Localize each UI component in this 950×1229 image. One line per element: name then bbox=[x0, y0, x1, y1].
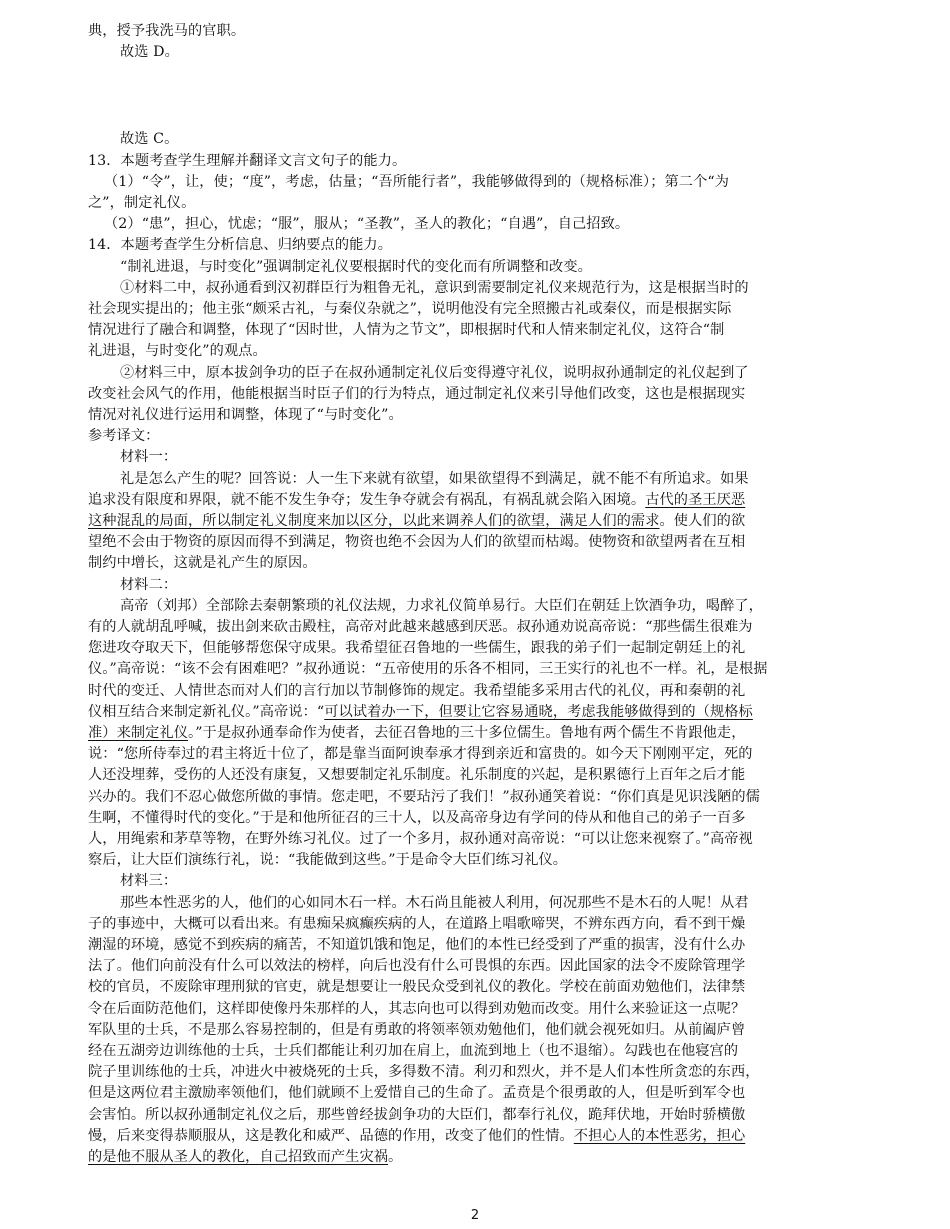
text-line: 会害怕。所以叔孙通制定礼仪之后，那些曾经拔剑争功的大臣们，都奉行礼仪，跪拜伏地，开始时骄横傲 bbox=[88, 1107, 746, 1123]
text-line: 制约中增长，这就是礼产生的原因。 bbox=[88, 555, 317, 571]
text-line bbox=[88, 491, 868, 510]
section-heading: 参考译文： bbox=[88, 428, 160, 444]
text-line: 仪。”高帝说：“该不会有困难吧？”叔孙通说：“五帝使用的乐各不相同，三王实行的礼也不一样。礼，是根据 bbox=[88, 661, 768, 677]
text-span: 。 bbox=[388, 1149, 403, 1165]
section-heading: 材料三： bbox=[120, 873, 178, 889]
text-line: 人还没埋葬，受伤的人还没有康复，又想要制定礼乐制度。礼乐制度的兴起，是积累德行上百年之后才能 bbox=[88, 767, 746, 783]
answer-line: 故选 C。 bbox=[120, 131, 179, 147]
text-line: 您进攻夺取天下，但能够帮您保守成果。我希望征召鲁地的一些儒生，跟我的弟子们一起制定朝廷上的礼 bbox=[88, 640, 746, 656]
text-line: 校的官员，不废除审理刑狱的官吏，就是想要让一般民众受到礼仪的教化。学校在前面劝勉他们，法律禁 bbox=[88, 979, 746, 995]
text-line bbox=[88, 1148, 868, 1167]
underlined-span: 这种混乱的局面，所以制定礼义制度来加以区分，以此来调养人们的欲望，满足人们的需求 bbox=[88, 513, 660, 529]
text-line: 生啊，不懂得时代的变化。”于是和他所征召的三十人，以及高帝身边有学问的侍从和他自己的弟子一百多 bbox=[88, 810, 746, 826]
text-line: 典，授予我洗马的官职。 bbox=[88, 23, 246, 39]
text-line: （1）“令”，让，使；“度”，考虑，估量；“吾所能行者”，我能够做得到的（规格标准）；第二个“为 bbox=[104, 174, 730, 190]
underlined-span: 准）来制定礼仪 bbox=[88, 725, 189, 741]
text-line bbox=[88, 512, 868, 531]
text-line: 经在五湖旁边训练他的士兵，士兵们都能让利刃加在肩上，血流到地上（也不退缩）。勾践也在他寝宫的 bbox=[88, 1043, 739, 1059]
text-line: 社会现实提出的；他主张“颇采古礼，与秦仪杂就之”，说明他没有完全照搬古礼或秦仪，而是根据实际 bbox=[88, 301, 732, 317]
text-line: 高帝（刘邦）全部除去秦朝繁琐的礼仪法规，力求礼仪简单易行。大臣们在朝廷上饮酒争功，喝醉了， bbox=[120, 598, 763, 614]
underlined-span: 不担心人的本性恶劣，担心 bbox=[573, 1128, 746, 1144]
text-line: 有的人就胡乱呼喊，拔出剑来砍击殿柱，高帝对此越来越感到厌恶。叔孙通劝说高帝说：“那些儒生很难为 bbox=[88, 619, 753, 635]
section-heading: 材料二： bbox=[120, 577, 178, 593]
text-line bbox=[88, 1127, 868, 1146]
text-line: 礼是怎么产生的呢？回答说：人一生下来就有欲望，如果欲望得不到满足，就不能不有所追求。如果 bbox=[120, 471, 749, 487]
text-line: 法了。他们向前没有什么可以效法的榜样，向后也没有什么可畏惧的东西。因此国家的法令不废除管理学 bbox=[88, 958, 746, 974]
text-line bbox=[88, 724, 868, 743]
text-line: 人，用绳索和茅草等物，在野外练习礼仪。过了一个多月，叔孙通对高帝说：“可以让您来视察了。”高帝视 bbox=[88, 831, 753, 847]
text-line: 院子里训练他的士兵，冲进火中被烧死的士兵，多得数不清。利刃和烈火，并不是人们本性所贪恋的东西， bbox=[88, 1064, 760, 1080]
text-line: 察后，让大臣们演练行礼，说：“我能做到这些。”于是命令大臣们练习礼仪。 bbox=[88, 852, 568, 868]
section-heading: 材料一： bbox=[120, 449, 178, 465]
text-line: 之”，制定礼仪。 bbox=[88, 195, 196, 211]
text-line: 说：“您所侍奉过的君主将近十位了，都是靠当面阿谀奉承才得到亲近和富贵的。如今天下刚刚平定，死的 bbox=[88, 746, 753, 762]
text-line: 令在后面防范他们，这样即使像丹朱那样的人，其志向也可以得到劝勉而改变。用什么来验证这一点呢？ bbox=[88, 1001, 746, 1017]
text-span: 。”于是叔孙通奉命作为使者，去征召鲁地的三十多位儒生。鲁地有两个儒生不肯跟他走， bbox=[188, 725, 746, 741]
text-line: ②材料三中，原本拔剑争功的臣子在叔孙通制定礼仪后变得遵守礼仪，说明叔孙通制定的礼仪起到了 bbox=[120, 365, 749, 381]
question-heading: 13．本题考查学生理解并翻译文言文句子的能力。 bbox=[88, 153, 407, 169]
text-line: 礼进退，与时变化”的观点。 bbox=[88, 343, 267, 359]
text-line: （2）“患”，担心，忧虑；“服”，服从；“圣教”，圣人的教化；“自遇”，自己招致。 bbox=[104, 216, 630, 232]
text-span: 仪相互结合来制定新礼仪。”高帝说：“ bbox=[88, 704, 325, 720]
text-line: 军队里的士兵，不是那么容易控制的，但是有勇敢的将领率领劝勉他们，他们就会视死如归。从前阖庐曾 bbox=[88, 1022, 746, 1038]
text-span: 慢，后来变得恭顺服从，这是教化和威严、品德的作用，改变了他们的性情。 bbox=[88, 1128, 574, 1144]
question-heading: 14．本题考查学生分析信息、归纳要点的能力。 bbox=[88, 237, 393, 253]
text-line: 改变社会风气的作用，他能根据当时臣子们的行为特点，通过制定礼仪来引导他们改变，这也是根据现实 bbox=[88, 386, 746, 402]
text-line: ①材料二中，叔孙通看到汉初群臣行为粗鲁无礼，意识到需要制定礼仪来规范行为，这是根据当时的 bbox=[120, 280, 749, 296]
text-line: 时代的变迁、人情世态而对人们的言行加以节制修饰的规定。我希望能多采用古代的礼仪，再和秦朝的礼 bbox=[88, 683, 746, 699]
text-line: 但是这两位君主激励率领他们，他们就顾不上爱惜自己的生命了。孟贲是个很勇敢的人，但是听到军令也 bbox=[88, 1085, 746, 1101]
text-line: 那些本性恶劣的人，他们的心如同木石一样。木石尚且能被人利用，何况那些不是木石的人呢！从君 bbox=[120, 895, 749, 911]
text-line: 情况对礼仪进行运用和调整，体现了“与时变化”。 bbox=[88, 407, 403, 423]
text-line: “制礼进退，与时变化”强调制定礼仪要根据时代的变化而有所调整和改变。 bbox=[120, 259, 592, 275]
text-line bbox=[88, 703, 868, 722]
text-line: 望绝不会由于物资的原因而得不到满足，物资也绝不会因为人们的欲望而枯竭。使物资和欲望两者在互相 bbox=[88, 534, 746, 550]
underlined-span: 可以试着办一下，但要让它容易通晓，考虑我能够做得到的（规格标 bbox=[324, 704, 753, 720]
text-line: 潮湿的环境，感觉不到疾病的痛苦，不知道饥饿和饱足，他们的本性已经受到了严重的损害，没有什么办 bbox=[88, 937, 746, 953]
text-span: 追求没有限度和界限，就不能不发生争夺；发生争夺就会有祸乱，有祸乱就会陷入困境。 bbox=[88, 492, 646, 508]
text-span: 。使人们的欲 bbox=[659, 513, 746, 529]
answer-line: 故选 D。 bbox=[120, 44, 179, 60]
page-number: 2 bbox=[470, 1208, 480, 1223]
text-line: 子的事迹中，大概可以看出来。有患痴呆疯癫疾病的人，在道路上唱歌啼哭，不辨东西方向，看不到干燥 bbox=[88, 916, 746, 932]
underlined-span: 的是他不服从圣人的教化，自己招致而产生灾祸 bbox=[88, 1149, 389, 1165]
underlined-span: 古代的圣王厌恶 bbox=[645, 492, 746, 508]
text-line: 兴办的。我们不忍心做您所做的事情。您走吧，不要玷污了我们！”叔孙通笑着说：“你们真是见识浅陋的儒 bbox=[88, 789, 760, 805]
text-line: 情况进行了融合和调整，体现了“因时世，人情为之节文”，即根据时代和人情来制定礼仪，这符合“制 bbox=[88, 322, 725, 338]
